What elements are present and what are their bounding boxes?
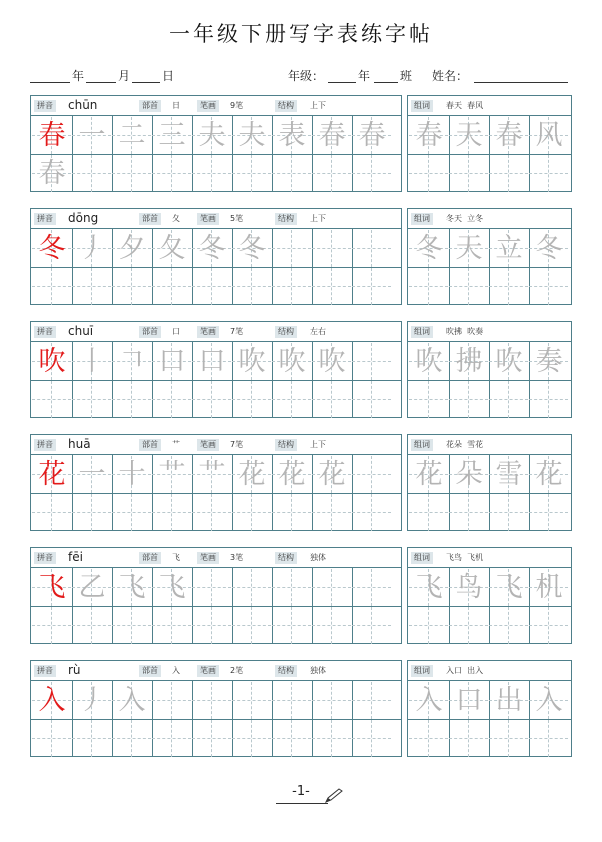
- word-character: 拂: [455, 346, 483, 377]
- strokes-value: 3笔: [230, 553, 244, 562]
- guide-line: [51, 720, 52, 757]
- stroke-practice-panel: [30, 208, 402, 305]
- stroke-order-character: 三: [158, 120, 186, 151]
- pinyin-value: chuī: [68, 324, 94, 338]
- stroke-order-character: 丨: [78, 346, 106, 377]
- word-character: 吹: [415, 346, 443, 377]
- structure-tag: 结构: [275, 213, 297, 225]
- stroke-order-character: 吹: [318, 346, 346, 377]
- guide-line: [331, 268, 332, 305]
- guide-line: [371, 381, 372, 418]
- stroke-order-character: 乙: [78, 572, 106, 603]
- model-character: 花: [38, 459, 66, 490]
- guide-line: [171, 607, 172, 644]
- stroke-order-character: 春: [358, 120, 386, 151]
- guide-line: [211, 682, 212, 719]
- guide-line: [291, 494, 292, 531]
- pinyin-value: dōng: [68, 211, 99, 225]
- word-character: 雪: [495, 459, 523, 490]
- pencil-icon: [324, 788, 344, 804]
- guide-line: [171, 381, 172, 418]
- class-blank[interactable]: [374, 82, 398, 83]
- day-label: 日: [162, 69, 175, 83]
- structure-tag: 结构: [275, 326, 297, 338]
- stroke-practice-panel: [30, 660, 402, 757]
- stroke-order-character: 艹: [198, 459, 226, 490]
- stroke-order-character: 一: [78, 459, 106, 490]
- word-practice-panel: [407, 434, 572, 531]
- character-block: [30, 208, 572, 305]
- guide-line: [131, 720, 132, 757]
- character-info-header: [31, 661, 401, 681]
- stroke-order-character: 吹: [238, 346, 266, 377]
- guide-line: [51, 268, 52, 305]
- grade-label: 年级：: [288, 69, 325, 83]
- character-info-header: [31, 209, 401, 229]
- guide-line: [548, 155, 549, 192]
- structure-value: 左右: [310, 327, 326, 336]
- stroke-order-character: 冬: [238, 233, 266, 264]
- guide-line: [51, 607, 52, 644]
- guide-line: [548, 268, 549, 305]
- model-character: 入: [38, 685, 66, 716]
- guide-line: [428, 155, 429, 192]
- stroke-order-character: 口: [198, 346, 226, 377]
- grade-year-label: 年: [358, 69, 371, 83]
- stroke-order-character: 花: [278, 459, 306, 490]
- word-character: 天: [455, 233, 483, 264]
- guide-line: [171, 155, 172, 192]
- radical-tag: 部首: [139, 665, 161, 677]
- stroke-order-character: 口: [158, 346, 186, 377]
- guide-line: [371, 230, 372, 267]
- guide-line: [508, 607, 509, 644]
- word-character: 风: [535, 120, 563, 151]
- radical-value: 夂: [172, 214, 180, 223]
- stroke-order-character: 夕: [118, 233, 146, 264]
- character-info-header: [31, 435, 401, 455]
- guide-line: [371, 155, 372, 192]
- guide-line: [508, 268, 509, 305]
- name-label: 姓名：: [432, 69, 469, 83]
- page-number: -1-: [292, 784, 310, 799]
- character-block: [30, 547, 572, 644]
- radical-tag: 部首: [139, 100, 161, 112]
- grade-blank[interactable]: [328, 82, 356, 83]
- word-info-header: [408, 661, 571, 681]
- guide-line: [291, 607, 292, 644]
- year-label: 年: [72, 69, 85, 83]
- guide-line: [548, 720, 549, 757]
- guide-line: [508, 720, 509, 757]
- stroke-order-character: 吹: [278, 346, 306, 377]
- stroke-practice-panel: [30, 321, 402, 418]
- pinyin-value: chūn: [68, 98, 98, 112]
- word-practice-panel: [407, 547, 572, 644]
- word-character: 飞: [415, 572, 443, 603]
- words-value: 吹拂 吹奏: [446, 327, 484, 336]
- guide-line: [211, 569, 212, 606]
- words-value: 春天 春风: [446, 101, 484, 110]
- strokes-value: 9笔: [230, 101, 244, 110]
- strokes-tag: 笔画: [197, 439, 219, 451]
- structure-value: 上下: [310, 214, 326, 223]
- word-character: 立: [495, 233, 523, 264]
- guide-line: [131, 268, 132, 305]
- strokes-value: 7笔: [230, 440, 244, 449]
- words-tag: 组词: [411, 665, 433, 677]
- guide-line: [508, 381, 509, 418]
- structure-tag: 结构: [275, 665, 297, 677]
- guide-line: [291, 569, 292, 606]
- guide-line: [548, 494, 549, 531]
- stroke-order-character: 丿: [78, 685, 106, 716]
- pinyin-value: fēi: [68, 550, 83, 564]
- stroke-practice-panel: [30, 434, 402, 531]
- guide-line: [211, 381, 212, 418]
- word-character: 春: [495, 120, 523, 151]
- strokes-tag: 笔画: [197, 213, 219, 225]
- guide-line: [468, 381, 469, 418]
- word-info-header: [408, 209, 571, 229]
- guide-line: [468, 720, 469, 757]
- guide-line: [51, 494, 52, 531]
- character-block: [30, 321, 572, 418]
- word-character: 入: [535, 685, 563, 716]
- guide-line: [468, 268, 469, 305]
- model-character: 春: [38, 120, 66, 151]
- guide-line: [331, 682, 332, 719]
- character-info-header: [31, 322, 401, 342]
- stroke-order-character: 夫: [198, 120, 226, 151]
- guide-line: [468, 494, 469, 531]
- pinyin-tag: 拼音: [34, 100, 56, 112]
- guide-line: [428, 720, 429, 757]
- strokes-tag: 笔画: [197, 665, 219, 677]
- guide-line: [331, 607, 332, 644]
- guide-line: [428, 268, 429, 305]
- guide-line: [291, 682, 292, 719]
- word-character: 花: [415, 459, 443, 490]
- strokes-value: 5笔: [230, 214, 244, 223]
- word-character: 朵: [455, 459, 483, 490]
- guide-line: [251, 268, 252, 305]
- guide-line: [51, 381, 52, 418]
- stroke-practice-panel: [30, 95, 402, 192]
- guide-line: [331, 494, 332, 531]
- guide-line: [91, 720, 92, 757]
- radical-tag: 部首: [139, 439, 161, 451]
- radical-tag: 部首: [139, 326, 161, 338]
- stroke-order-character: 入: [118, 685, 146, 716]
- guide-line: [428, 381, 429, 418]
- model-character: 吹: [38, 346, 66, 377]
- guide-line: [171, 268, 172, 305]
- words-value: 冬天 立冬: [446, 214, 484, 223]
- word-info-header: [408, 435, 571, 455]
- strokes-value: 2笔: [230, 666, 244, 675]
- structure-value: 独体: [310, 553, 326, 562]
- words-value: 入口 出入: [446, 666, 484, 675]
- structure-value: 上下: [310, 101, 326, 110]
- guide-line: [251, 155, 252, 192]
- stroke-order-character: 飞: [158, 572, 186, 603]
- word-character: 机: [535, 572, 563, 603]
- words-value: 飞鸟 飞机: [446, 553, 484, 562]
- radical-value: 艹: [172, 440, 180, 449]
- pinyin-value: rù: [68, 663, 81, 677]
- strokes-tag: 笔画: [197, 100, 219, 112]
- guide-line: [131, 381, 132, 418]
- guide-line: [211, 155, 212, 192]
- word-practice-panel: [407, 660, 572, 757]
- guide-line: [371, 268, 372, 305]
- guide-line: [131, 607, 132, 644]
- word-character: 鸟: [455, 572, 483, 603]
- guide-line: [131, 155, 132, 192]
- guide-line: [331, 381, 332, 418]
- character-block: [30, 95, 572, 192]
- page-number-underline: [276, 803, 328, 804]
- guide-line: [211, 268, 212, 305]
- words-tag: 组词: [411, 213, 433, 225]
- guide-line: [331, 155, 332, 192]
- guide-line: [291, 720, 292, 757]
- stroke-order-character: 春: [318, 120, 346, 151]
- word-character: 飞: [495, 572, 523, 603]
- stroke-order-character: 花: [238, 459, 266, 490]
- pinyin-value: huā: [68, 437, 91, 451]
- stroke-order-character: 冬: [198, 233, 226, 264]
- word-practice-panel: [407, 321, 572, 418]
- student-info-line: [30, 67, 570, 85]
- word-character: 冬: [535, 233, 563, 264]
- word-info-header: [408, 322, 571, 342]
- guide-line: [251, 720, 252, 757]
- guide-line: [371, 682, 372, 719]
- stroke-order-character: 十: [118, 459, 146, 490]
- stroke-order-character: 春: [38, 158, 66, 189]
- character-info-header: [31, 96, 401, 116]
- guide-line: [251, 494, 252, 531]
- model-character: 飞: [38, 572, 66, 603]
- stroke-practice-panel: [30, 547, 402, 644]
- guide-line: [371, 343, 372, 380]
- word-info-header: [408, 96, 571, 116]
- words-value: 花朵 雪花: [446, 440, 484, 449]
- guide-line: [251, 607, 252, 644]
- guide-line: [468, 155, 469, 192]
- guide-line: [171, 494, 172, 531]
- guide-line: [91, 268, 92, 305]
- radical-tag: 部首: [139, 213, 161, 225]
- character-info-header: [31, 548, 401, 568]
- radical-value: 飞: [172, 553, 180, 562]
- guide-line: [131, 494, 132, 531]
- model-character: 冬: [38, 233, 66, 264]
- word-character: 吹: [495, 346, 523, 377]
- guide-line: [428, 494, 429, 531]
- word-character: 春: [415, 120, 443, 151]
- word-character: 奏: [535, 346, 563, 377]
- guide-line: [468, 607, 469, 644]
- word-character: 冬: [415, 233, 443, 264]
- guide-line: [251, 682, 252, 719]
- words-tag: 组词: [411, 439, 433, 451]
- stroke-order-character: 夫: [238, 120, 266, 151]
- stroke-order-character: 飞: [118, 572, 146, 603]
- name-blank[interactable]: [474, 82, 568, 83]
- pinyin-tag: 拼音: [34, 326, 56, 338]
- guide-line: [371, 569, 372, 606]
- radical-tag: 部首: [139, 552, 161, 564]
- guide-line: [548, 607, 549, 644]
- pinyin-tag: 拼音: [34, 665, 56, 677]
- word-info-header: [408, 548, 571, 568]
- month-blank[interactable]: [86, 82, 116, 83]
- guide-line: [428, 607, 429, 644]
- word-character: 入: [415, 685, 443, 716]
- guide-line: [211, 607, 212, 644]
- radical-value: 日: [172, 101, 180, 110]
- character-block: [30, 660, 572, 757]
- class-label: 班: [400, 69, 413, 83]
- guide-line: [291, 230, 292, 267]
- guide-line: [291, 268, 292, 305]
- guide-line: [91, 607, 92, 644]
- guide-line: [508, 494, 509, 531]
- guide-line: [548, 381, 549, 418]
- month-label: 月: [118, 69, 131, 83]
- structure-value: 上下: [310, 440, 326, 449]
- pinyin-tag: 拼音: [34, 552, 56, 564]
- radical-value: 入: [172, 666, 180, 675]
- stroke-order-character: 艹: [158, 459, 186, 490]
- radical-value: 口: [172, 327, 180, 336]
- structure-tag: 结构: [275, 552, 297, 564]
- guide-line: [91, 494, 92, 531]
- words-tag: 组词: [411, 552, 433, 564]
- stroke-order-character: 丿: [78, 233, 106, 264]
- word-practice-panel: [407, 95, 572, 192]
- stroke-order-character: 夂: [158, 233, 186, 264]
- guide-line: [331, 569, 332, 606]
- stroke-order-character: 一: [78, 120, 106, 151]
- guide-line: [371, 607, 372, 644]
- guide-line: [331, 720, 332, 757]
- guide-line: [331, 230, 332, 267]
- word-character: 花: [535, 459, 563, 490]
- guide-line: [371, 456, 372, 493]
- stroke-order-character: 表: [278, 120, 306, 151]
- strokes-tag: 笔画: [197, 552, 219, 564]
- guide-line: [508, 155, 509, 192]
- guide-line: [371, 494, 372, 531]
- word-character: 口: [455, 685, 483, 716]
- words-tag: 组词: [411, 326, 433, 338]
- character-block: [30, 434, 572, 531]
- guide-line: [251, 569, 252, 606]
- guide-line: [251, 381, 252, 418]
- guide-line: [171, 682, 172, 719]
- guide-line: [291, 155, 292, 192]
- structure-tag: 结构: [275, 100, 297, 112]
- word-character: 天: [455, 120, 483, 151]
- guide-line: [91, 155, 92, 192]
- guide-line: [211, 494, 212, 531]
- strokes-value: 7笔: [230, 327, 244, 336]
- structure-tag: 结构: [275, 439, 297, 451]
- day-blank[interactable]: [132, 82, 160, 83]
- stroke-order-character: 二: [118, 120, 146, 151]
- word-character: 出: [495, 685, 523, 716]
- pinyin-tag: 拼音: [34, 213, 56, 225]
- guide-line: [211, 720, 212, 757]
- page-footer: [0, 784, 602, 808]
- pinyin-tag: 拼音: [34, 439, 56, 451]
- guide-line: [91, 381, 92, 418]
- year-blank[interactable]: [30, 82, 70, 83]
- strokes-tag: 笔画: [197, 326, 219, 338]
- guide-line: [171, 720, 172, 757]
- structure-value: 独体: [310, 666, 326, 675]
- guide-line: [371, 720, 372, 757]
- words-tag: 组词: [411, 100, 433, 112]
- stroke-order-character: 花: [318, 459, 346, 490]
- stroke-order-character: 𠃍: [118, 346, 146, 377]
- page-title: 一年级下册写字表练字帖: [169, 22, 433, 46]
- guide-line: [291, 381, 292, 418]
- word-practice-panel: [407, 208, 572, 305]
